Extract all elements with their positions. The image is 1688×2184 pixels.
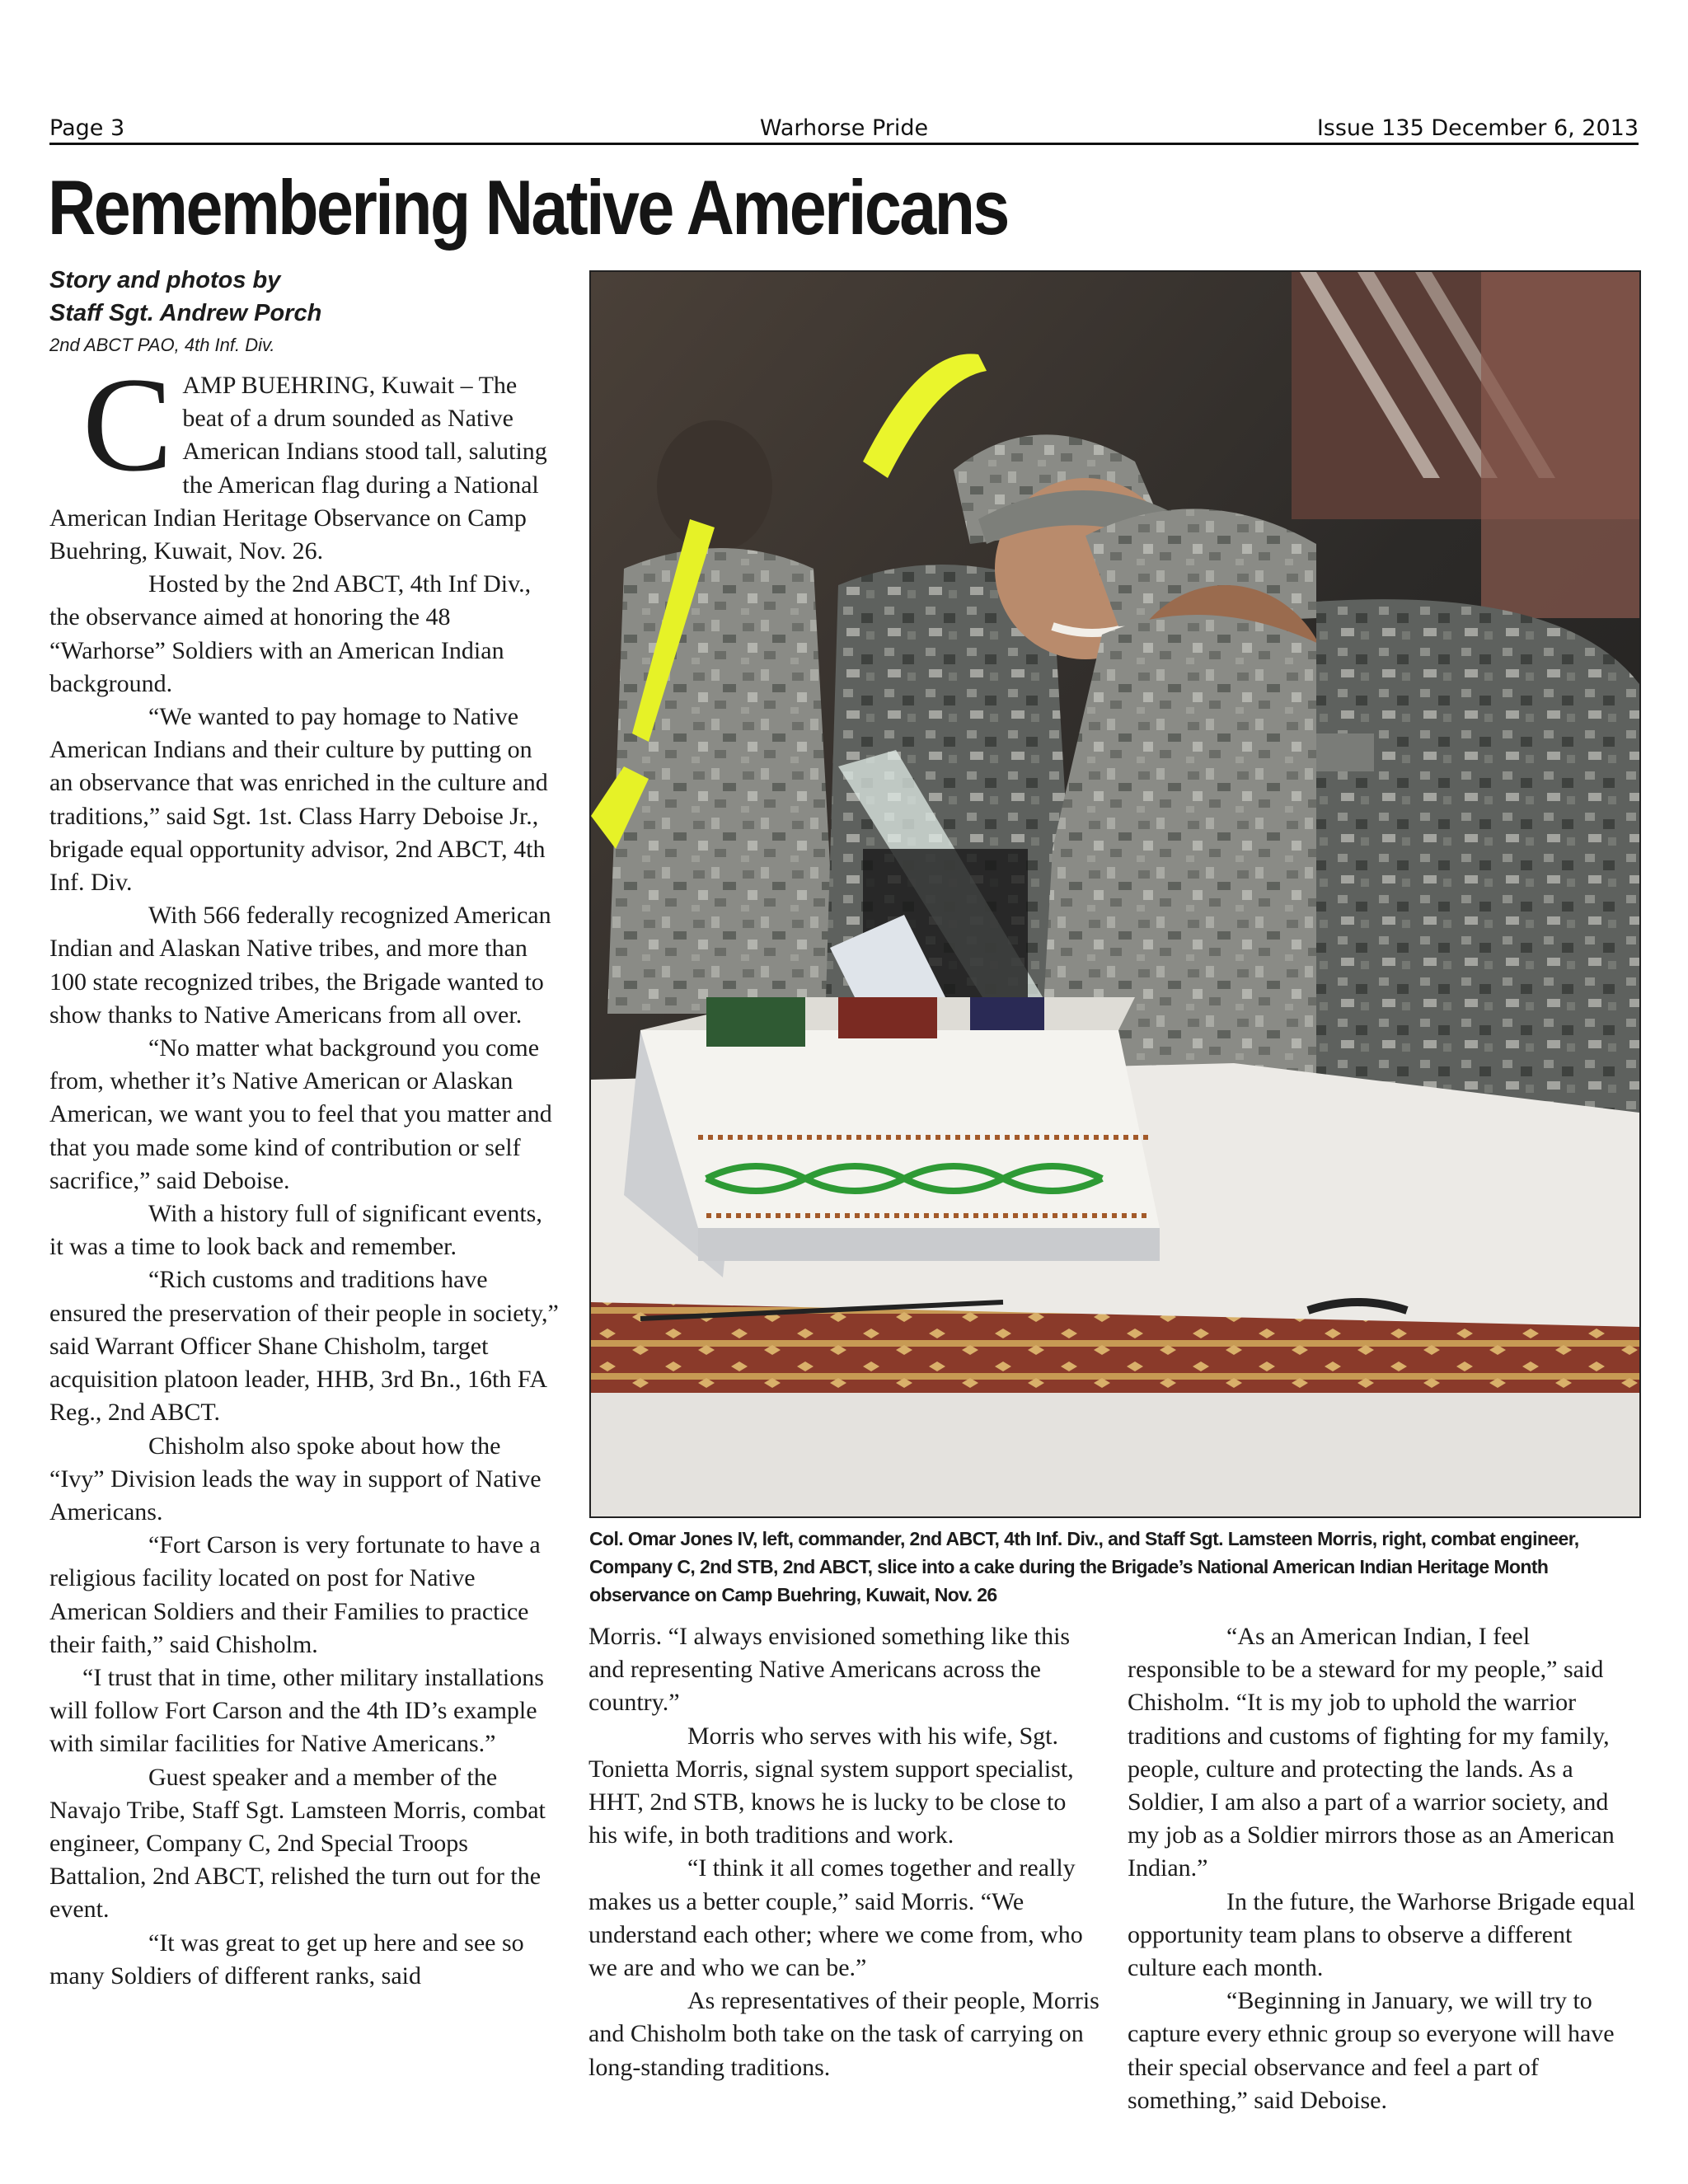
article-paragraph: As representatives of their people, Morris and Chisholm both take on the task of carrying on long-standing traditions. — [588, 1987, 1100, 2081]
article-column-2 — [588, 1620, 1100, 2084]
page-number: Page 3 — [49, 115, 125, 141]
article-column-3 — [1128, 1620, 1639, 2117]
article-paragraph: “Beginning in January, we will try to capture every ethnic group so everyone will have their special observance and feel a part of something,” said Deboise. — [1128, 1987, 1615, 2114]
article-paragraph: “Fort Carson is very fortunate to have a religious facility located on post for Native American Soldiers and their Families to practice their faith,” said Chisholm. — [49, 1531, 541, 1658]
article-paragraph: With a history full of significant events, it was a time to look back and remember. — [49, 1200, 542, 1261]
publication-name: Warhorse Pride — [759, 115, 929, 141]
article-paragraph: Hosted by the 2nd ABCT, 4th Inf Div., the observance aimed at honoring the 48 “Warhorse” Soldiers with an American Indian background. — [49, 570, 532, 697]
article-paragraph: Morris who serves with his wife, Sgt. Tonietta Morris, signal system support specialist, HHT, 2nd STB, knows he is lucky to be close to his wife, in both traditions and work. — [588, 1722, 1074, 1849]
drop-cap: C — [82, 350, 173, 499]
article-paragraph: “No matter what background you come from, whether it’s Native American or Alaskan American, we want you to feel that you matter and that you made some kind of contribution or self sacrifice,” said Deboise. — [49, 1034, 552, 1194]
byline-unit: 2nd ABCT PAO, 4th Inf. Div. — [49, 335, 275, 355]
article-paragraph: “It was great to get up here and see so many Soldiers of different ranks, said — [49, 1929, 524, 1990]
article-paragraph: Guest speaker and a member of the Navajo Tribe, Staff Sgt. Lamsteen Morris, combat engineer, Company C, 2nd Special Troops Battalion, 2nd ABCT, relished the turn out for the event. — [49, 1763, 546, 1924]
article-paragraph: With 566 federally recognized American Indian and Alaskan Native tribes, and more than 100 state recognized tribes, the Brigade wanted to show thanks to Native Americans from all over. — [49, 902, 551, 1029]
byline-line1: Story and photos by — [49, 267, 281, 293]
byline-author: Staff Sgt. Andrew Porch — [49, 300, 322, 326]
article-paragraph: “Rich customs and traditions have ensured the preservation of their people in society,” said Warrant Officer Shane Chisholm, target acquisition platoon leader, HHB, 3rd Bn., 16th FA Reg., 2nd ABCT. — [49, 1266, 559, 1427]
page-header — [49, 110, 1639, 145]
article-paragraph — [49, 350, 560, 568]
article-paragraph: Chisholm also spoke about how the “Ivy” Division leads the way in support of Native Americans. — [49, 1432, 542, 1526]
byline — [49, 264, 560, 358]
article-paragraph: “We wanted to pay homage to Native American Indians and their culture by putting on an observance that was enriched in the culture and traditions,” said Sgt. 1st. Class Harry Deboise Jr., brigade equal opportunity advisor, 2nd ABCT, 4th Inf. Div. — [49, 703, 548, 897]
paragraph-text: AMP BUEHRING, Kuwait – The beat of a drum sounded as Native American Indians stood tall, saluting the American flag during a National American Indian Heritage Observance on Camp Buehring, Kuwait, Nov. 26. — [49, 372, 547, 565]
article-headline: Remembering Native Americans — [48, 164, 1008, 251]
article-column-1 — [49, 350, 560, 1993]
article-paragraph: “As an American Indian, I feel responsible to be a steward for my people,” said Chisholm. “It is my job to uphold the warrior traditions and customs of fighting for my family, people, culture and protecting the lands. As a Soldier, I am also a part of a warrior society, and my job as a Soldier mirrors those as an American Indian.” — [1128, 1623, 1615, 1882]
article-paragraph: “I trust that in time, other military installations will follow Fort Carson and the 4th ID’s example with similar facilities for Native Americans.” — [49, 1663, 544, 1758]
article-photo — [589, 270, 1641, 1518]
article-paragraph: “I think it all comes together and really makes us a better couple,” said Morris. “We understand each other; where we come from, who we are and who we can be.” — [588, 1854, 1083, 1982]
photo-illustration — [591, 272, 1639, 1516]
article-paragraph: Morris. “I always envisioned something like this and representing Native Americans across the country.” — [588, 1623, 1071, 1717]
article-paragraph: In the future, the Warhorse Brigade equal opportunity team plans to observe a different culture each month. — [1128, 1887, 1636, 1982]
photo-caption: Col. Omar Jones IV, left, commander, 2nd ABCT, 4th Inf. Div., and Staff Sgt. Lamsteen Morris, right, combat engineer, Company C, 2nd STB, 2nd ABCT, slice into a cake during the Brigade’s National American Indian Heritage Month observance on Camp Buehring, Kuwait, Nov. 26 — [589, 1528, 1579, 1605]
issue-date: Issue 135 December 6, 2013 — [1316, 115, 1639, 141]
